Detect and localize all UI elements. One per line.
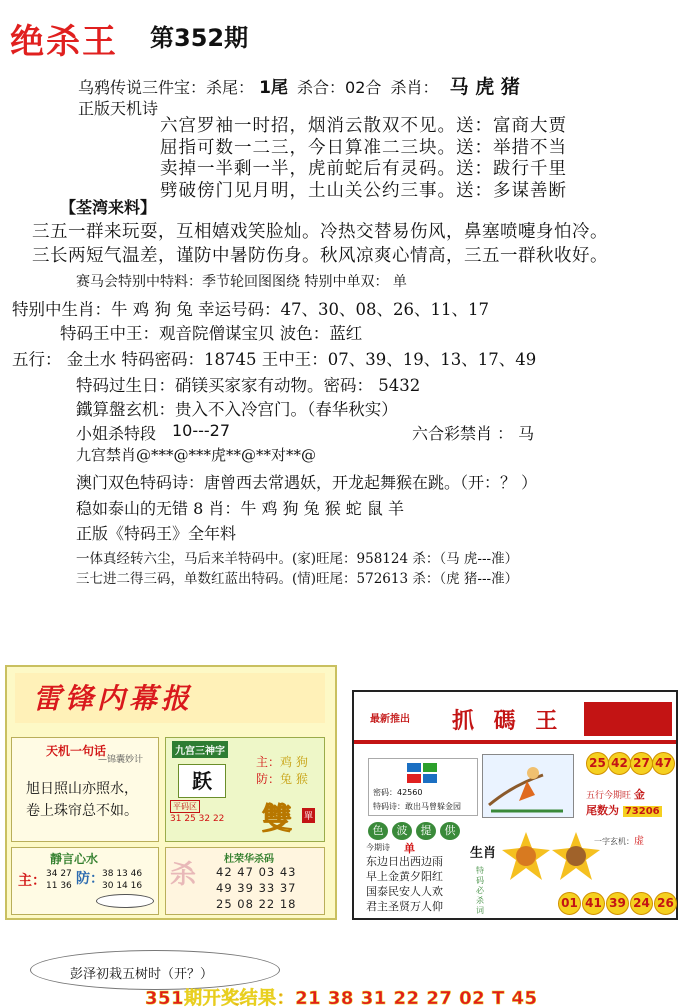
steady-line: 稳如泰山的无错 8 肖：牛 鸡 狗 兔 猴 蛇 鼠 羊 [76,499,404,518]
kill-title: 杜荣华杀码 [224,854,274,865]
today-poem-line: 君主圣贤万人仰 [366,900,443,913]
special-label: 特码诗： [373,802,405,811]
kill-row: 49 39 33 37 [216,881,297,895]
right-title: 抓 碼 王 [452,708,564,734]
color-tag: 色 [368,822,388,840]
today-poem-line: 东边日出西边雨 [366,855,443,868]
page-title: 绝杀王 [10,22,118,62]
heaven-lines [26,778,138,822]
logo-icon [407,763,437,783]
crow-tail: 1尾 [259,78,288,98]
crow-zodiac: 马 虎 猪 [449,76,520,98]
sentence-value: 虚 [634,836,644,847]
calm-main-row: 11 36 [46,881,72,891]
heaven-title: 天机一句话 [46,744,107,758]
sun-dog-icon [552,832,600,880]
riddle-char: 跃 [178,764,226,798]
birthday-line: 特码过生日：硝镁买家家有动物。密码： 5432 [76,376,421,395]
riddle-sub: 平码区 [170,800,200,813]
special-value: 敢出马曾躲金园 [405,802,461,811]
zodiac-word: 生肖 [470,846,497,861]
five-value: 金 [633,788,645,801]
calm-guard-row: 38 13 46 [102,869,143,879]
riddle-zodiac [256,754,308,788]
abacus-line: 鐵算盤玄机：贵入不入冷宫门。（春华秋实） [76,400,398,419]
calm-main-row: 34 27 [46,869,72,879]
top-ball: 47 [652,752,675,775]
color-tag: 波 [392,822,412,840]
calm-guard-label: 防： [76,871,104,887]
zodiac-value-guard: 兔 猴 [280,772,308,786]
poem-line: 屈指可数一二三，今日算准二三块。送：举措不当 [160,137,567,158]
today-poem-line: 早上金黄夕阳红 [366,870,443,883]
zodiac-label-guard: 防： [256,772,281,786]
crow-line [78,72,520,99]
macau-line: 澳门双色特码诗：唐曾西去常遇妖，开龙起舞猴在跳。（开：？ ） [76,473,538,492]
special-zodiac-line: 特别中生肖：牛 鸡 狗 兔 幸运号码：47、30、08、26、11、17 [12,300,489,319]
single-tag: 單 [302,808,315,823]
top-ball: 42 [608,752,631,775]
five-label: 五行今期旺 [586,791,632,801]
love-line: 三七进二得三码，单数红蓝出特码。(情)旺尾：572613 杀：（虎 猪---准） [76,571,519,587]
double-char: 雙 [262,802,292,837]
miss-kill-value: 10---27 [172,421,231,440]
issue-number: 第352期 [150,24,249,52]
poem-title: 正版天机诗 [78,99,159,118]
poem-line: 六宫罗袖一时招，烟消云散双不见。送：富商大贾 [160,116,567,136]
color-tag-row [368,822,478,842]
tail-value: 73206 [624,806,660,817]
password-card [368,758,478,816]
crow-label: 乌鸦传说三件宝：杀尾： [78,78,255,97]
verse-block [32,220,608,268]
source-label: 【荃湾来料】 [60,198,157,217]
bottom-ball: 39 [606,892,629,915]
today-label: 今期诗 [366,843,390,852]
cartoon-image [482,754,574,818]
cloud-text: 彭泽初栽五树时（开？） [70,967,214,982]
calm-oval [96,894,154,908]
heaven-line: 卷上珠帘总不如。 [26,803,138,819]
special-note: 特码必杀词 [476,866,484,915]
zodiac-value-main: 鸡 狗 [280,755,308,769]
kill-row: 42 47 03 43 [216,865,297,879]
right-badge: 最新推出 [370,714,410,725]
today-poem [366,854,443,914]
right-red-rule [354,740,676,744]
calm-guard-row: 30 14 16 [102,881,143,891]
right-panel [352,690,678,920]
today-poem-line: 国泰民安人人欢 [366,885,443,898]
bottom-ball: 01 [558,892,581,915]
calm-title: 靜言心水 [50,852,99,866]
poem-block [160,116,567,202]
draw-result: 351期开奖结果：21 38 31 22 27 02 T 45 [145,988,538,1008]
top-ball: 25 [586,752,609,775]
liuhe-ban-line: 六合彩禁肖 ： 马 [412,424,535,443]
king-line: 特码王中王：观音院僧谋宝贝 波色：蓝红 [60,324,363,343]
kill-rows [216,864,297,912]
right-title-band [584,702,672,736]
top-ball: 27 [630,752,653,775]
password-value: 42560 [397,788,423,797]
color-tag: 提 [416,822,436,840]
calm-guard-nums [102,868,142,892]
riddle-title: 九宫三神字 [172,741,228,758]
nine-palace-line: 九宫禁肖@***@***虎**@**对**@ [76,446,317,464]
kill-row: 25 08 22 18 [216,897,297,911]
verse-line: 三五一群来玩耍，互相嬉戏笑脸灿。冷热交替易伤风，鼻塞喷嚏身怕冷。 [32,222,608,242]
heaven-subtitle: —锦囊妙计 [98,755,144,765]
verse-line: 三长两短气温差，谨防中暑防伤身。秋风凉爽心情高，三五一群秋收好。 [32,246,608,266]
kill-char: 杀 [170,860,197,890]
bottom-ball: 24 [630,892,653,915]
poem-line: 劈破傍门见月明，土山关公约三事。送：多谋善断 [160,180,567,201]
heaven-line: 旭日照山亦照水， [26,781,138,797]
five-elements-line: 五行： 金土水 特码密码：18745 王中王：07、39、19、13、17、49 [12,350,537,369]
horse-line: 赛马会特别中特料：季节轮回图图绕 特别中单双： 单 [76,274,407,290]
cartoon-figure-icon [483,755,575,819]
crow-combo: 杀合：02合 [297,78,382,97]
bottom-ball: 26 [654,892,677,915]
riddle-nums: 31 25 32 22 [170,814,225,824]
family-line: 一体真经转六尘，马后来羊特码中。(家)旺尾：958124 杀：（马 虎---准） [76,551,519,567]
password-label: 密码： [373,788,397,797]
kill-box [165,847,325,915]
genuine-line: 正版《特码王》全年料 [76,524,237,543]
calm-box [11,847,159,915]
riddle-box [165,737,325,842]
sentence-label: 一字玄机： [594,837,634,846]
poem-line: 卖掉一半剩一半，虎前蛇后有灵码。送：跋行千里 [160,159,567,179]
calm-main-label: 主： [18,873,46,889]
left-panel [5,665,337,920]
bottom-ball: 41 [582,892,605,915]
left-panel-title: 雷锋内幕报 [33,682,194,715]
zodiac-label-main: 主： [256,755,281,769]
color-tag: 供 [440,822,460,840]
sun-rooster-icon [502,832,550,880]
tail-label: 尾数为 [586,804,619,817]
miss-kill-label: 小姐杀特段 [76,424,157,443]
calm-main-nums [46,868,72,892]
heaven-box [11,737,159,842]
color-value: 单 [404,842,415,855]
crow-zodiac-label: 杀肖： [390,78,439,97]
